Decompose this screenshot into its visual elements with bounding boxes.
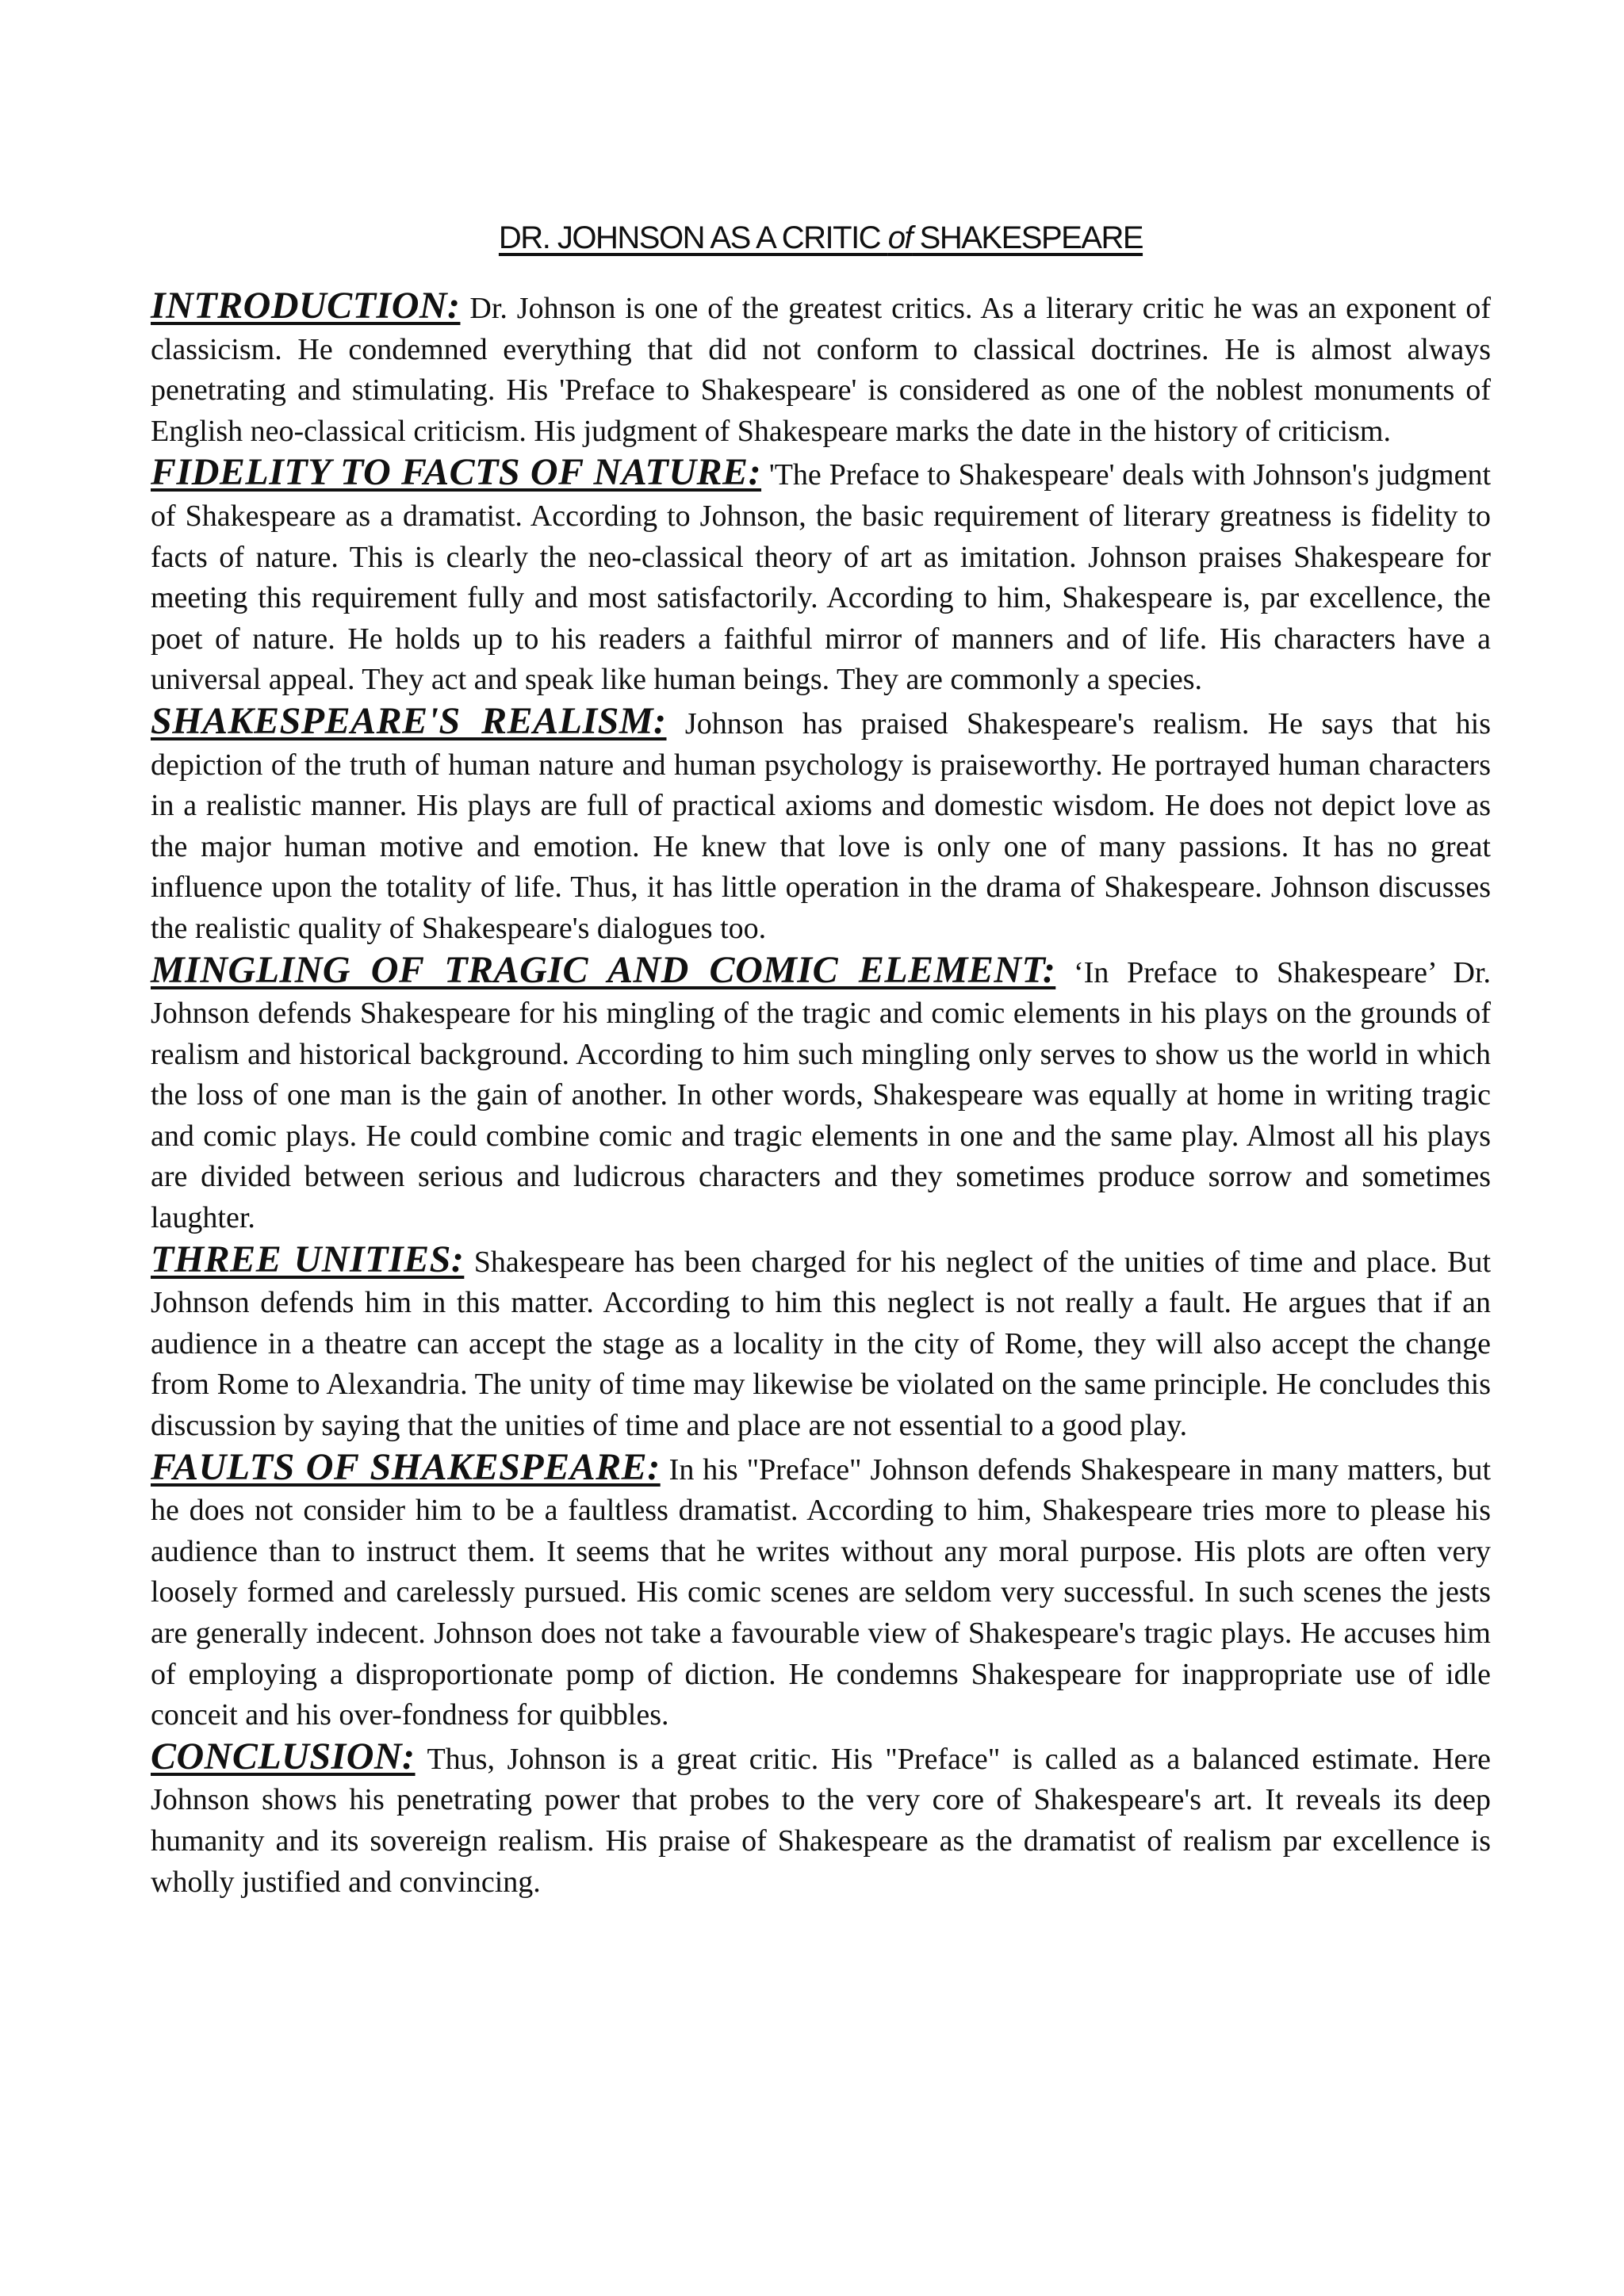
section-heading: FAULTS OF SHAKESPEARE: — [151, 1445, 661, 1488]
section-heading: CONCLUSION: — [151, 1735, 416, 1777]
section-heading: INTRODUCTION: — [151, 285, 461, 327]
section-text: Johnson has praised Shakespeare's realism. He says that his depiction of the truth of human nature and human psychology is praiseworthy. He portrayed human characters in a realistic manner. His plays are full of practical axioms and domestic wisdom. He does not depict love as the major human motive and emotion. He knew that love is only one of many passions. It has no great influence upon the totality of life. Thus, it has little operation in the drama of Shakespeare. Johnson discusses the realistic quality of Shakespeare's dialogues too. — [151, 706, 1492, 945]
document-page — [151, 214, 1491, 1903]
section-text: Thus, Johnson is a great critic. His "Preface" is called as a balanced estimate. Here Johnson shows his penetrating power that probes to the very core of Shakespeare's art. It reveals its deep humanity and its sovereign realism. His praise of Shakespeare as the dramatist of realism par excellence is wholly justified and convincing. — [151, 1742, 1491, 1899]
title-end: SHAKESPEARE — [912, 220, 1143, 255]
title-of: of — [887, 220, 913, 255]
section-heading: MINGLING OF TRAGIC AND COMIC ELEMENT: — [151, 948, 1056, 991]
section-introduction — [151, 285, 1491, 452]
title-main: DR. JOHNSON AS A CRITIC — [498, 220, 888, 255]
section-text: 'The Preface to Shakespeare' deals with Johnson's judgment of Shakespeare as a dramatist. According to Johnson, the basic requirement of literary greatness is fidelity to facts of nature. This is clearly the neo-classical theory of art as imitation. Johnson praises Shakespeare for meeting this requirement fully and most satisfactorily. According to him, Shakespeare is, par excellence, the poet of nature. He holds up to his readers a faithful mirror of manners and of life. His characters have a universal appeal. They act and speak like human beings. They are commonly a species. — [151, 458, 1492, 697]
section-text: In his "Preface" Johnson defends Shakespeare in many matters, but he does not consider him to be a faultless dramatist. According to him, Shakespeare tries more to please his audience than to instruct them. It seems that he writes without any moral purpose. His plots are often very loosely formed and carelessly pursued. His comic scenes are seldom very successful. In such scenes the jests are generally indecent. Johnson does not take a favourable view of Shakespeare's tragic plays. He accuses him of employing a disproportionate pomp of diction. He condemns Shakespeare for inappropriate use of idle conceit and his over-fondness for quibbles. — [151, 1452, 1491, 1732]
section-mingling — [151, 950, 1491, 1239]
page-title — [151, 214, 1491, 262]
section-text: Shakespeare has been charged for his neglect of the unities of time and place. But Johnson defends him in this matter. According to him this neglect is not really a fault. He argues that if an audience in a theatre can accept the stage as a locality in the city of Rome, they will also accept the change from Rome to Alexandria. The unity of time may likewise be violated on the same principle. He concludes this discussion by saying that the unities of time and place are not essential to a good play. — [151, 1245, 1492, 1443]
section-heading: FIDELITY TO FACTS OF NATURE: — [151, 451, 762, 494]
section-unities — [151, 1239, 1491, 1447]
section-faults — [151, 1447, 1491, 1736]
section-conclusion — [151, 1736, 1491, 1903]
section-text: Dr. Johnson is one of the greatest critics. As a literary critic he was an exponent of classicism. He condemned everything that did not conform to classical doctrines. He is almost always penetrating and stimulating. His 'Preface to Shakespeare' is considered as one of the noblest monuments of English neo-classical criticism. His judgment of Shakespeare marks the date in the history of criticism. — [151, 292, 1491, 448]
section-realism — [151, 701, 1491, 950]
section-heading: THREE UNITIES: — [151, 1238, 465, 1280]
section-fidelity — [151, 452, 1491, 701]
section-text: ‘In Preface to Shakespeare’ Dr. Johnson defends Shakespeare for his mingling of the tragic and comic elements in his plays on the grounds of realism and historical background. According to him such mingling only serves to show us the world in which the loss of one man is the gain of another. In other words, Shakespeare was equally at home in writing tragic and comic plays. He could combine comic and tragic elements in one and the same play. Almost all his plays are divided between serious and ludicrous characters and they sometimes produce sorrow and sometimes laughter. — [151, 955, 1492, 1235]
section-heading: SHAKESPEARE'S REALISM: — [151, 699, 667, 742]
